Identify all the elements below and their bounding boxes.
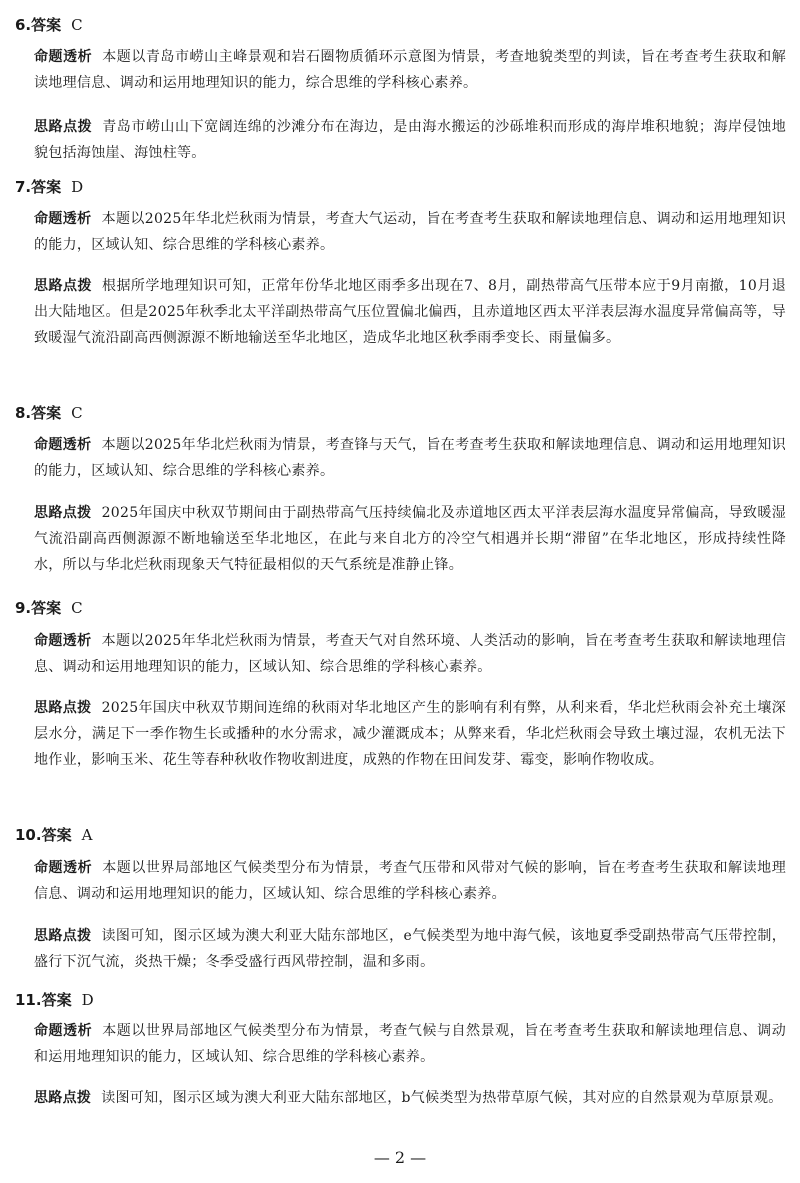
question-9-analysis [34,628,786,680]
answer-value: A [81,826,93,844]
analysis-text: 本题以2025年华北烂秋雨为情景，考查天气对自然环境、人类活动的影响，旨在考查考生获取和解读地理信息、调动和运用地理知识的能力，区域认知、综合思维的学科核心素养。 [34,633,787,675]
question-10-analysis [34,855,786,907]
analysis-label: 命题透析 [34,437,92,453]
analysis-text: 本题以世界局部地区气候类型分布为情景，考查气压带和风带对气候的影响，旨在考查考生获取和解读地理信息、调动和运用地理知识的能力，区域认知、综合思维的学科核心素养。 [34,860,786,902]
hint-label: 思路点拨 [34,928,92,944]
question-number: 6. [15,16,32,34]
question-11-answer-line [15,990,94,1010]
question-7-analysis [34,206,786,258]
answer-value: C [71,404,83,422]
hint-text: 根据所学地理知识可知，正常年份华北地区雨季多出现在7、8月，副热带高气压带本应于9月南撤，10月退出大陆地区。但是2025年秋季北太平洋副热带高气压位置偏北偏西，且赤道地区西太平洋表层海水温度异常偏高等，导致暖湿气流沿副高西侧源源不断地输送至华北地区，造成华北地区秋季雨季变长、雨量偏多。 [34,278,786,346]
question-9-hint [34,695,786,773]
analysis-label: 命题透析 [34,633,92,649]
question-7-hint [34,273,786,351]
analysis-label: 命题透析 [34,211,92,227]
question-8-hint [34,500,786,578]
question-6-hint [34,114,786,166]
question-9-answer-line [15,598,83,618]
answer-value: C [71,16,83,34]
analysis-text: 本题以世界局部地区气候类型分布为情景，考查气候与自然景观，旨在考查考生获取和解读地理信息、调动和运用地理知识的能力，区域认知、综合思维的学科核心素养。 [34,1023,786,1065]
question-7-answer-line [15,177,83,197]
answer-label: 答案 [31,404,62,422]
analysis-label: 命题透析 [34,49,93,65]
question-11-hint [34,1085,786,1111]
question-number: 7. [15,178,32,196]
hint-label: 思路点拨 [34,700,92,716]
hint-text: 青岛市崂山山下宽阔连绵的沙滩分布在海边，是由海水搬运的沙砾堆积而形成的海岸堆积地貌；海岸侵蚀地貌包括海蚀崖、海蚀柱等。 [34,119,786,161]
question-number: 8. [15,404,32,422]
hint-text: 2025年国庆中秋双节期间由于副热带高气压持续偏北及赤道地区西太平洋表层海水温度异常偏高，导致暖湿气流沿副高西侧源源不断地输送至华北地区，在此与来自北方的冷空气相遇并长期“滞留”在华北地区，形成持续性降水，所以与华北烂秋雨现象天气特征最相似的天气系统是准静止锋。 [34,505,787,573]
analysis-label: 命题透析 [34,1023,93,1039]
hint-label: 思路点拨 [34,278,92,294]
question-number: 11. [15,991,42,1009]
answer-value: D [71,178,84,196]
question-8-analysis [34,432,786,484]
hint-text: 2025年国庆中秋双节期间连绵的秋雨对华北地区产生的影响有利有弊，从利来看，华北烂秋雨会补充土壤深层水分，满足下一季作物生长或播种的水分需求，减少灌溉成本；从弊来看，华北烂秋雨会导致土壤过湿，农机无法下地作业，影响玉米、花生等春种秋收作物收割进度，成熟的作物在田间发芽、霉变，影响作物收成。 [34,700,787,768]
question-number: 9. [15,599,32,617]
question-11-analysis [34,1018,786,1070]
question-6-answer-line [15,15,83,35]
hint-label: 思路点拨 [34,505,92,521]
answer-label: 答案 [31,178,62,196]
question-number: 10. [15,826,42,844]
hint-label: 思路点拨 [34,1090,92,1106]
answer-label: 答案 [31,599,62,617]
answer-label: 答案 [41,826,72,844]
page-number: — 2 — [373,1148,427,1167]
hint-text: 读图可知，图示区域为澳大利亚大陆东部地区，b气候类型为热带草原气候，其对应的自然景观为草原景观。 [101,1090,783,1106]
answer-value: D [81,991,94,1009]
question-10-hint [34,923,786,975]
question-10-answer-line [15,825,92,845]
answer-value: C [71,599,83,617]
analysis-text: 本题以2025年华北烂秋雨为情景，考查锋与天气，旨在考查考生获取和解读地理信息、调动和运用地理知识的能力，区域认知、综合思维的学科核心素养。 [34,437,787,479]
answer-label: 答案 [31,16,62,34]
question-8-answer-line [15,403,83,423]
analysis-text: 本题以青岛市崂山主峰景观和岩石圈物质循环示意图为情景，考查地貌类型的判读，旨在考查考生获取和解读地理信息、调动和运用地理知识的能力，综合思维的学科核心素养。 [34,49,786,91]
hint-label: 思路点拨 [34,119,93,135]
answer-label: 答案 [41,991,72,1009]
analysis-label: 命题透析 [34,860,93,876]
question-6-analysis [34,44,786,96]
hint-text: 读图可知，图示区域为澳大利亚大陆东部地区，e气候类型为地中海气候，该地夏季受副热带高气压带控制，盛行下沉气流，炎热干燥；冬季受盛行西风带控制，温和多雨。 [34,928,787,970]
analysis-text: 本题以2025年华北烂秋雨为情景，考查大气运动，旨在考查考生获取和解读地理信息、调动和运用地理知识的能力，区域认知、综合思维的学科核心素养。 [34,211,787,253]
